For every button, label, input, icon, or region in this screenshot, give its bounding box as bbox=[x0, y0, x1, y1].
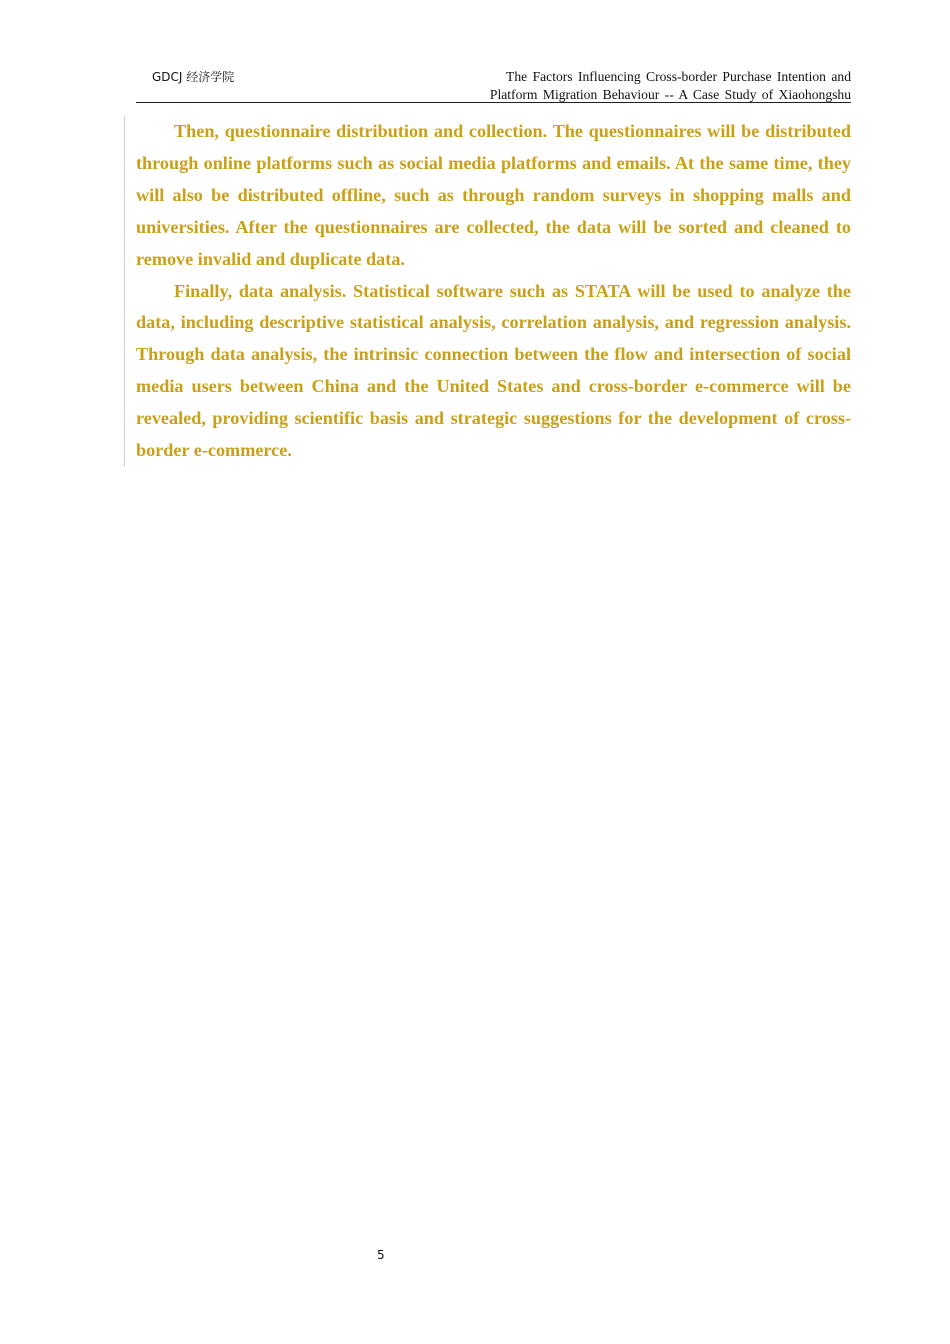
body-content bbox=[136, 116, 851, 467]
revision-change-bar bbox=[124, 116, 125, 466]
page-number: 5 bbox=[377, 1248, 385, 1262]
paragraph-data-analysis[interactable]: Finally, data analysis. Statistical software such as STATA will be used to analyze the data, including descriptive statistical analysis, correlation analysis, and regression analysis. Through data analysis, the intrinsic connection between the flow and intersection of social media users between China and the United States and cross-border e-commerce will be revealed, providing scientific basis and strategic suggestions for the development of cross-border e-commerce. bbox=[136, 280, 851, 461]
paragraph-questionnaire[interactable]: Then, questionnaire distribution and collection. The questionnaires will be distributed through online platforms such as social media platforms and emails. At the same time, they will also be distributed offline, such as through random surveys in shopping malls and universities. After the questionnaires are collected, the data will be sorted and cleaned to remove invalid and duplicate data. bbox=[136, 121, 851, 269]
header-paper-title bbox=[451, 68, 851, 104]
header-title-line-2: Platform Migration Behaviour -- A Case Study of Xiaohongshu bbox=[489, 87, 851, 102]
header-title-line-1: The Factors Influencing Cross-border Purchase Intention and bbox=[506, 69, 851, 84]
header-institution: GDCJ 经济学院 bbox=[152, 70, 235, 84]
header-divider bbox=[136, 102, 851, 103]
